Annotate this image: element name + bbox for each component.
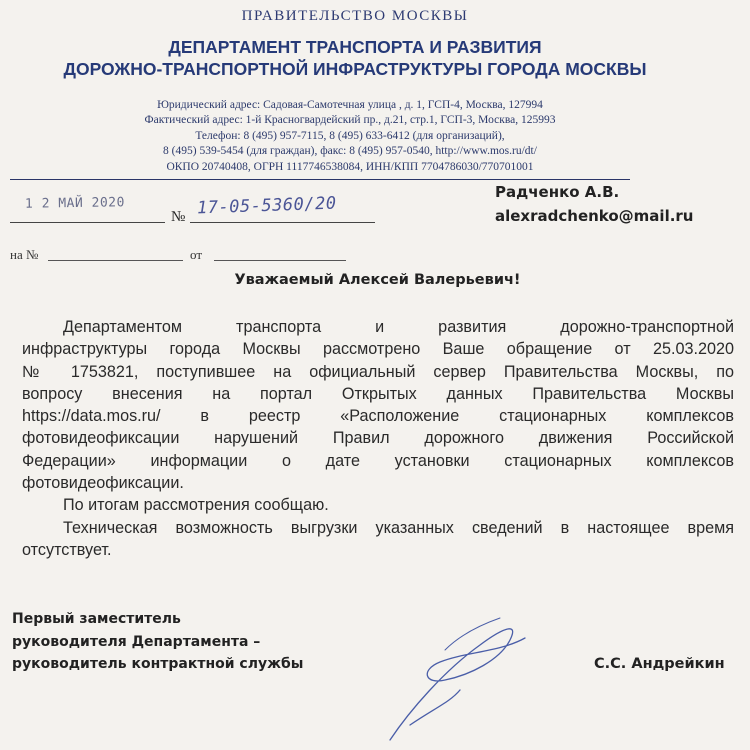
handwritten-registration-number: 17-05-5360/20 (196, 193, 337, 219)
body-line: фотовидеофиксации. (22, 474, 184, 493)
address-block (95, 98, 605, 175)
recipient-name: Радченко А.В. (495, 183, 620, 201)
letter-body (22, 316, 734, 561)
signatory-title-line: Первый заместитель (12, 611, 181, 627)
registry-codes: ОКПО 20740408, ОГРН 1117746538084, ИНН/КПП 7704786030/770701001 (166, 160, 534, 173)
body-line: отсутствует. (22, 540, 112, 559)
signatory-title-line: руководитель контрактной службы (12, 656, 304, 672)
number-label: № (171, 209, 186, 225)
in-reply-label: на № (10, 247, 39, 262)
phone-line: Телефон: 8 (495) 957-7115, 8 (495) 633-6412 (для организаций), (195, 129, 505, 142)
legal-address: Юридический адрес: Садовая-Самотечная улица , д. 1, ГСП-4, Москва, 127994 (157, 99, 543, 111)
from-date-line (214, 260, 346, 261)
number-underline (190, 222, 375, 223)
government-title: ПРАВИТЕЛЬСТВО МОСКВЫ (241, 8, 469, 24)
greeting: Уважаемый Алексей Валерьевич! (234, 272, 521, 288)
in-reply-number-line (48, 260, 183, 261)
department-line-1: ДЕПАРТАМЕНТ ТРАНСПОРТА И РАЗВИТИЯ (168, 37, 542, 57)
department-line-2: ДОРОЖНО-ТРАНСПОРТНОЙ ИНФРАСТРУКТУРЫ ГОРОДА МОСКВЫ (63, 59, 647, 79)
fax-url-line: 8 (495) 539-5454 (для граждан), факс: 8 (495) 957-0540, http://www.mos.ru/dt/ (163, 145, 537, 158)
signatory-title-line: руководителя Департамента – (12, 633, 261, 650)
body-line: Техническая возможность выгрузки указанных сведений в настоящее время (63, 518, 734, 537)
date-underline (10, 222, 165, 223)
handwritten-signature (350, 590, 550, 750)
from-label: от (190, 247, 203, 262)
body-line: инфраструктуры города Москвы рассмотрено Ваше обращение от 25.03.2020 (22, 340, 734, 359)
body-line: https://data.mos.ru/ в реестр «Расположение стационарных комплексов (22, 407, 734, 426)
date-stamp: 1 2 МАЙ 2020 (24, 195, 126, 212)
body-paragraph-2: По итогам рассмотрения сообщаю. (63, 496, 329, 515)
signatory-title (12, 608, 303, 676)
recipient-block (495, 180, 693, 228)
recipient-email: alexradchenko@mail.ru (495, 207, 694, 225)
actual-address: Фактический адрес: 1-й Красногвардейский пр., д.21, стр.1, ГСП-3, Москва, 125993 (144, 114, 556, 127)
body-line: вопросу внесения на портал Открытых данных Правительства Москвы (22, 384, 734, 403)
body-line: № 1753821, поступившее на официальный сервер Правительства Москвы, по (22, 362, 734, 381)
signatory-name: С.С. Андрейкин (594, 656, 725, 672)
body-line: фотовидеофиксации нарушений Правил дорожного движения Российской (22, 429, 734, 448)
body-line: Департаментом транспорта и развития дорожно-транспортной (63, 318, 734, 336)
department-name (0, 36, 710, 80)
body-line: Федерации» информации о дате установки стационарных комплексов (22, 451, 734, 470)
